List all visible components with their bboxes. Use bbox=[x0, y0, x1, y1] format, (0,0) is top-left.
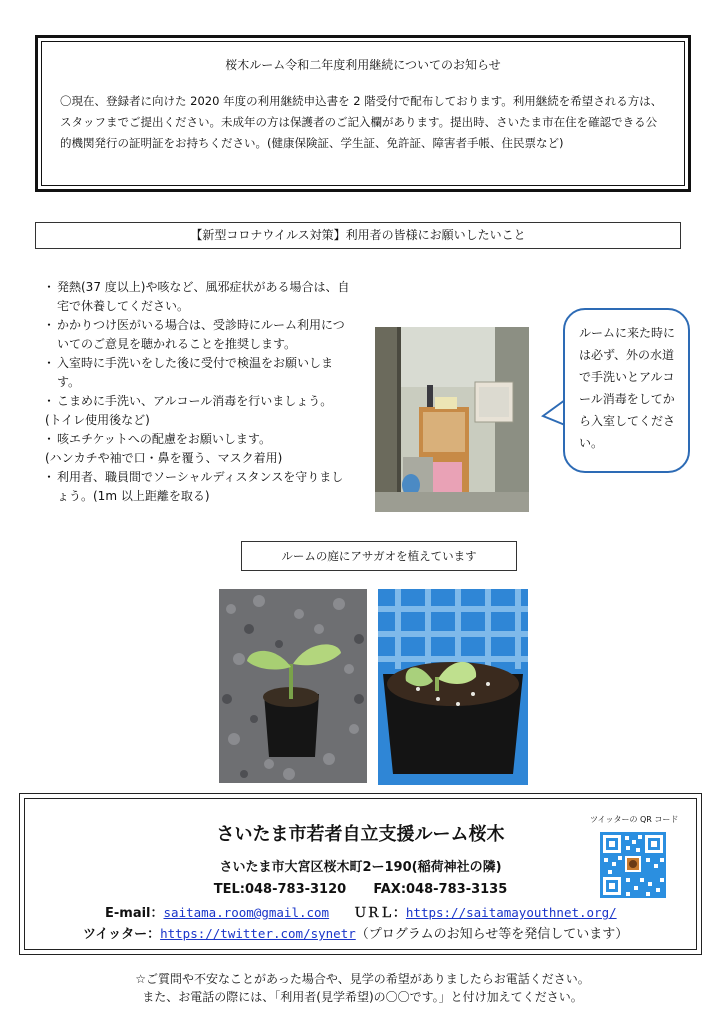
organization-address: さいたま市大宮区桜木町2ー190(稲荷神社の隣) bbox=[219, 860, 502, 875]
twitter-link[interactable]: https://twitter.com/synetr bbox=[160, 926, 356, 941]
notice-body: 〇現在、登録者に向けた 2020 年度の利用継続申込書を 2 階受付で配布しております。利用継続を希望される方は、スタッフまでご提出ください。未成年の方は保護者のご記入欄があります。提出時、さいたま市在住を確認できる公的機関発行の証明証をお持ちください。(健康保険証、学生証、免許証、障害者手帳、住民票など) bbox=[60, 94, 663, 150]
corona-item-etiquette-note: (ハンカチや袖で口・鼻を覆う、マスク着用) bbox=[45, 451, 283, 465]
organization-phone-fax: TEL:048-783-3120 FAX:048-783-3135 bbox=[213, 882, 508, 897]
corona-list bbox=[45, 278, 350, 506]
twitter-label: ツイッター： bbox=[83, 927, 161, 942]
asagao-header: ルームの庭にアサガオを植えています bbox=[241, 541, 517, 571]
twitter-qr-code[interactable] bbox=[600, 832, 666, 898]
corona-item-doctor: ・ かかりつけ医がいる場合は、受診時にルーム利用についてのご意見を聴かれることを推奨します。 bbox=[45, 316, 350, 354]
corona-item-temperature: ・ 入室時に手洗いをした後に受付で検温をお願いします。 bbox=[45, 354, 350, 392]
twitter-line bbox=[83, 923, 628, 942]
footer-inner bbox=[24, 798, 697, 950]
corona-item-etiquette: ・ 咳エチケットへの配慮をお願いします。 bbox=[45, 430, 350, 449]
url-label: ＵＲＬ： bbox=[353, 906, 406, 921]
footer-box bbox=[19, 793, 702, 955]
twitter-note: （プログラムのお知らせ等を発信しています） bbox=[355, 927, 629, 942]
notice-title: 桜木ルーム令和二年度利用継続についてのお知らせ bbox=[225, 58, 501, 72]
notice-inner bbox=[41, 41, 685, 186]
morning-glory-photo-1 bbox=[219, 589, 367, 783]
corona-item-handwash: ・ こまめに手洗い、アルコール消毒を行いましょう。 bbox=[45, 392, 350, 411]
corona-header: 【新型コロナウイルス対策】利用者の皆様にお願いしたいこと bbox=[35, 222, 681, 249]
contact-line bbox=[105, 902, 617, 921]
email-label: E-mail： bbox=[105, 906, 164, 921]
notice-box bbox=[35, 35, 691, 192]
speech-bubble: ルームに来た時には必ず、外の水道で手洗いとアルコール消毒をしてから入室してください。 bbox=[563, 308, 690, 473]
corona-item-fever: ・ 発熱(37 度以上)や咳など、風邪症状がある場合は、自宅で休養してください。 bbox=[45, 278, 350, 316]
closing-line-2: また、お電話の際には、「利用者(見学希望)の〇〇です。」と付け加えてください。 bbox=[142, 990, 583, 1004]
email-link[interactable]: saitama.room@gmail.com bbox=[163, 905, 330, 920]
handwash-station-photo bbox=[375, 327, 529, 512]
corona-item-distance: ・ 利用者、職員間でソーシャルディスタンスを守りましょう。(1m 以上距離を取る) bbox=[45, 468, 350, 506]
corona-item-handwash-note: (トイレ使用後など) bbox=[45, 413, 150, 427]
organization-name: さいたま市若者自立支援ルーム桜木 bbox=[216, 824, 505, 845]
website-link[interactable]: https://saitamayouthnet.org/ bbox=[405, 905, 617, 920]
closing-line-1: ☆ご質問や不安なことがあった場合や、見学の希望がありましたらお電話ください。 bbox=[135, 972, 590, 986]
qr-code-label: ツイッターの QR コード bbox=[590, 815, 679, 824]
morning-glory-photo-2 bbox=[378, 589, 528, 785]
